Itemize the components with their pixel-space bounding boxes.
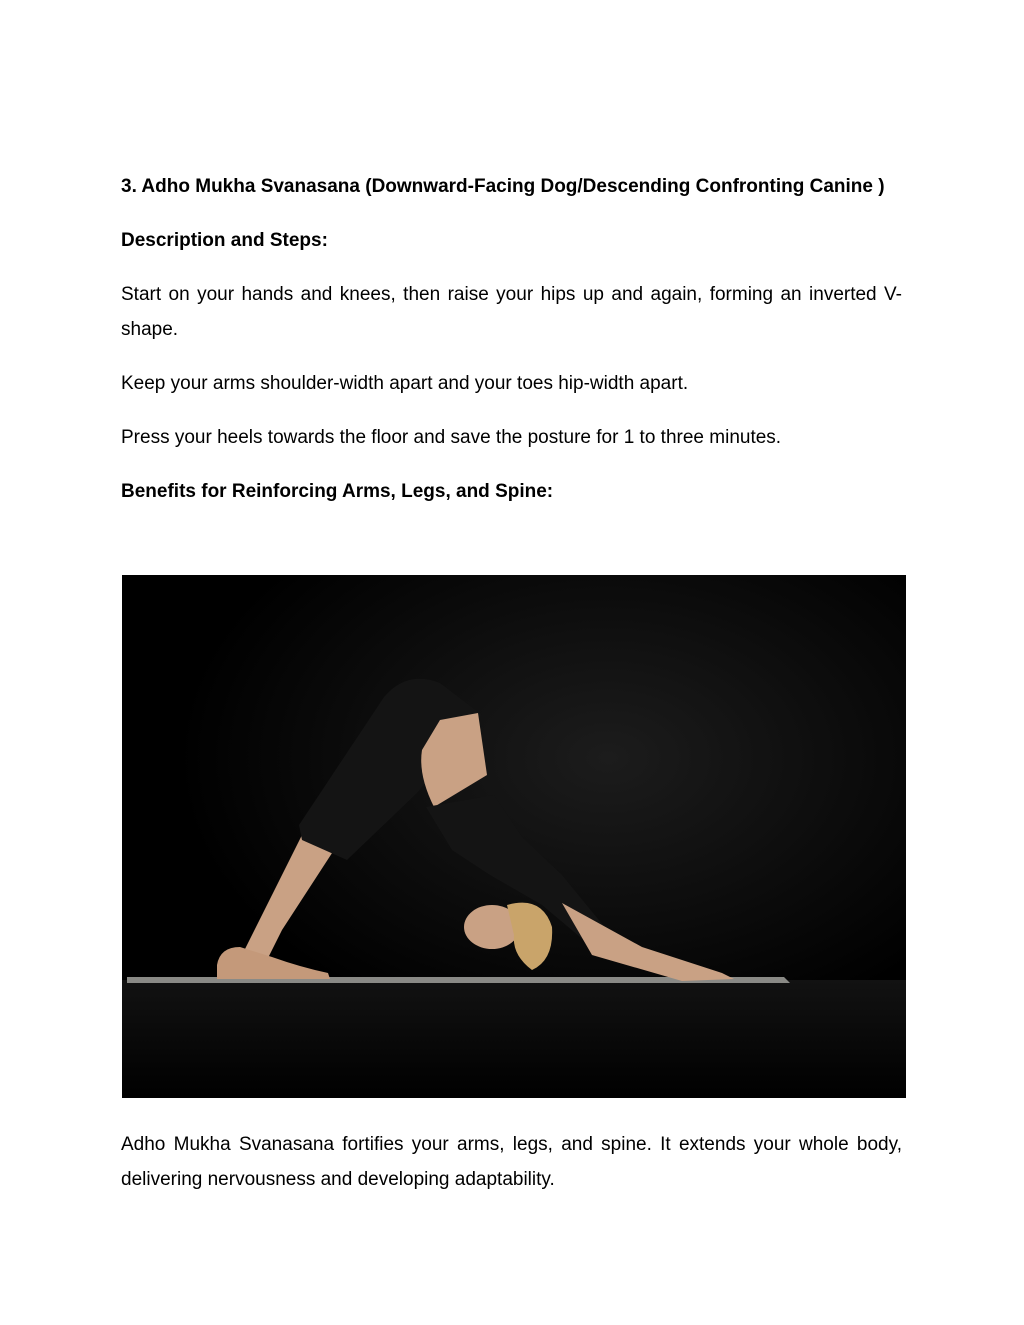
step-paragraph-2: Keep your arms shoulder-width apart and your toes hip-width apart. <box>121 373 689 394</box>
closing-section <box>121 1127 902 1197</box>
step-paragraph-1: Start on your hands and knees, then raise your hips up and again, forming an inverted V-shape. <box>121 284 902 340</box>
benefits-heading: Benefits for Reinforcing Arms, Legs, and Spine: <box>121 481 554 502</box>
yoga-pose-photo <box>122 575 906 1098</box>
closing-paragraph: Adho Mukha Svanasana fortifies your arms, legs, and spine. It extends your whole body, delivering nervousness and developing adaptability. <box>121 1134 902 1190</box>
section-heading: 3. Adho Mukha Svanasana (Downward-Facing Dog/Descending Confronting Canine ) <box>121 176 885 197</box>
document-body <box>121 169 902 509</box>
step-paragraph-3: Press your heels towards the floor and save the posture for 1 to three minutes. <box>121 427 782 448</box>
photo-floor <box>122 980 906 1098</box>
description-heading: Description and Steps: <box>121 230 328 251</box>
